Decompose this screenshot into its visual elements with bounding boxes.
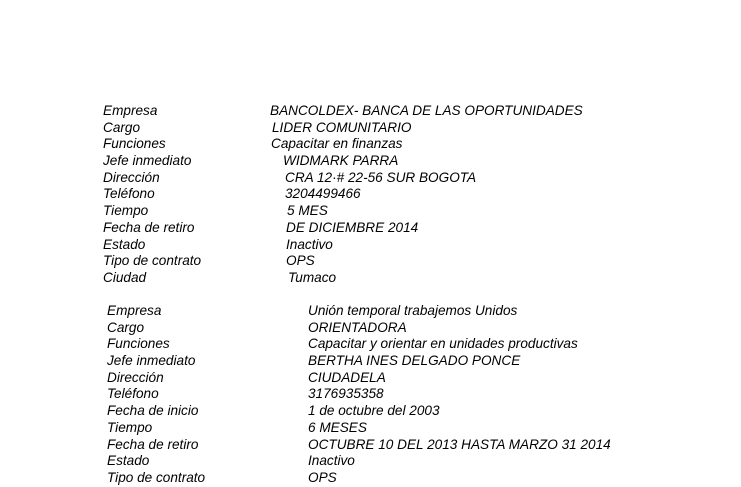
field-value: BANCOLDEX- BANCA DE LAS OPORTUNIDADES xyxy=(270,103,583,118)
field-label: Empresa xyxy=(107,303,162,318)
field-value: Inactivo xyxy=(308,453,355,469)
field-value: CRA 12·# 22-56 SUR BOGOTA xyxy=(285,169,477,185)
field-value: 3176935358 xyxy=(308,386,384,402)
field-label: Empresa xyxy=(103,103,158,118)
field-value: 3204499466 xyxy=(285,186,361,202)
field-label: Cargo xyxy=(107,319,145,335)
field-value: WIDMARK PARRA xyxy=(283,153,399,169)
field-value: Capacitar en finanzas xyxy=(271,136,403,152)
field-label: Tiempo xyxy=(103,203,149,219)
field-value: Unión temporal trabajemos Unidos xyxy=(308,303,518,318)
field-value: Tumaco xyxy=(288,269,337,285)
field-value: LIDER COMUNITARIO xyxy=(272,119,412,135)
field-label: Ciudad xyxy=(103,269,147,285)
field-value: BERTHA INES DELGADO PONCE xyxy=(308,353,521,369)
field-value: Inactivo xyxy=(286,236,333,252)
field-label: Estado xyxy=(103,236,146,252)
field-label: Jefe inmediato xyxy=(103,153,192,169)
field-label: Estado xyxy=(107,453,150,469)
field-label: Funciones xyxy=(107,336,170,352)
field-value: DE DICIEMBRE 2014 xyxy=(286,219,419,235)
field-value: 6 MESES xyxy=(308,419,367,435)
field-label: Fecha de inicio xyxy=(107,403,199,419)
field-label: Fecha de retiro xyxy=(107,436,199,452)
field-value: OPS xyxy=(308,469,337,485)
field-value: ORIENTADORA xyxy=(308,319,407,335)
field-label: Tipo de contrato xyxy=(107,469,206,485)
field-value: 5 MES xyxy=(287,203,328,219)
field-label: Cargo xyxy=(103,119,141,135)
field-value: 1 de octubre del 2003 xyxy=(308,403,440,419)
field-label: Tiempo xyxy=(107,419,153,435)
field-label: Teléfono xyxy=(103,186,155,202)
field-label: Tipo de contrato xyxy=(103,253,202,269)
field-label: Teléfono xyxy=(107,386,159,402)
field-value: OCTUBRE 10 DEL 2013 HASTA MARZO 31 2014 xyxy=(308,436,611,452)
field-label: Dirección xyxy=(103,169,160,185)
field-label: Dirección xyxy=(107,369,164,385)
field-label: Jefe inmediato xyxy=(107,353,196,369)
field-label: Funciones xyxy=(103,136,166,152)
field-label: Fecha de retiro xyxy=(103,219,195,235)
field-value: CIUDADELA xyxy=(308,369,386,385)
field-value: OPS xyxy=(286,253,315,269)
field-value: Capacitar y orientar en unidades productivas xyxy=(308,336,578,352)
